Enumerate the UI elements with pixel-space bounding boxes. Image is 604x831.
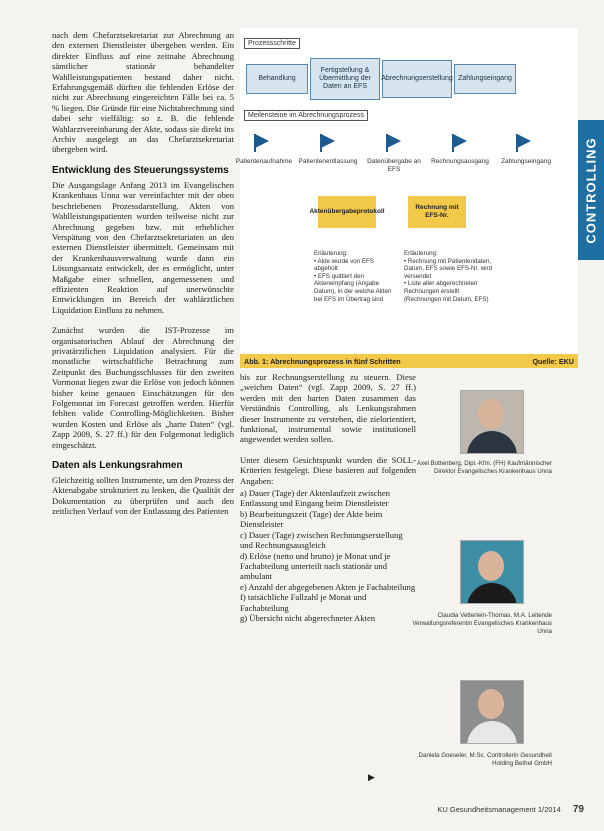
list-item: c) Dauer (Tage) zwischen Rechnungserstellung und Rechnungsausgleich — [240, 529, 403, 551]
milestone-flag-icon — [453, 134, 467, 148]
page-number: 79 — [572, 804, 584, 815]
process-steps-label: Prozessschritte — [244, 38, 300, 49]
milestone-flag-icon — [387, 134, 401, 148]
list-item: d) Erlöse (netto und brutto) je Monat und je Fachabteilung unterteilt nach stationär und ambulant — [240, 550, 391, 582]
photo-caption: Daniela Goeseler, M.Sc. Controllerin Gesundheit Holding Bethel GmbH — [418, 752, 552, 767]
author-photo — [460, 390, 524, 454]
intro-paragraph: nach dem Chefarztsekretariat zur Abrechnung an den externen Dienstleister übergeben werden. Ein direkter Einfluss auf eine zeitnahe Abrechnung sämtlicher stationär behandelter Wahlleistungspatienten bestand daher nicht. Erfahrungsgemäß dürften die fehlenden Erlöse der nicht zur Abrechnung eingereichten Fälle bei ca. 5 % liegen. Die Gründe für eine Nichtabrechnung sind dabei sehr vielfältig: so z. B. die fehlende Wahlarztvereinbarung der Akte, sodass sie direkt ins Archiv ausgelegt an das Chefarztsekretariat übergeben wird. — [52, 30, 234, 155]
continue-arrow-icon: ▶ — [368, 772, 375, 782]
author-photo — [460, 680, 524, 744]
section-tab-label: CONTROLLING — [583, 136, 599, 244]
document-rechnung: Rechnung mit EFS-Nr. — [408, 196, 466, 228]
column-left — [52, 30, 234, 527]
caption-source: Quelle: EKU — [532, 356, 574, 366]
author-photo — [460, 540, 524, 604]
milestone-label: Zahlungseingang — [501, 158, 551, 165]
footer-journal: KU Gesundheitsmanagement 1/2014 — [437, 805, 561, 814]
milestone-flag-icon — [321, 134, 335, 148]
list-item: e) Anzahl der abgegebenen Akten je Fachabteilung — [240, 581, 416, 592]
step-behandlung: Behandlung — [246, 64, 308, 94]
explanation-title: Erläuterung: — [404, 250, 438, 257]
milestone-flag-icon — [517, 134, 531, 148]
page-footer — [437, 804, 584, 815]
explanation-item: • EFS quittiert den Aktenempfang (Angabe Datum), in der welche Akten bei EFS im Übertrag sind — [314, 272, 392, 303]
list-item: b) Bearbeitungszeit (Tage) der Akte beim Dienstleister — [240, 508, 383, 530]
photo-caption: Claudia Vetterlein-Thomas, M.A. Leitende Verwaltungsreferentin Evangelisches Krankenhaus Unna — [412, 612, 552, 635]
list-item: a) Dauer (Tage) der Aktenlaufzeit zwischen Entlassung und Eingang beim Dienstleister — [240, 488, 390, 509]
photo-caption: Axel Bottenberg, Dipl.-Kfm. (FH) Kaufmännischer Direktor Evangelisches Krankenhaus Unna — [416, 460, 552, 475]
paragraph: Zunächst wurden die IST-Prozesse im organisatorischen Ablauf der Abrechnung der privatärztlichen Liquidation analysiert. Für die monatliche wirtschaftliche Betrachtung zum Zeitpunkt des Buchungsschlusses für den zweiten Vormonat liegen zwar die Erlöse von jedoch können bisher keine genauen Einschätzungen für den Folgemonat im Forecast getroffen werden. Hierfür fehlten valide Controlling-Möglichkeiten. Bisher wurden Kosten und Erlöse als „harte Daten“ (vgl. Zapp 2009, S. 27 ff.) für den Folgemonat lediglich eingeschätzt. — [52, 325, 234, 450]
heading-lenkungsrahmen: Daten als Lenkungsrahmen — [52, 460, 183, 472]
milestone-label: Patientenentlassung — [298, 158, 358, 165]
document-aktenuebergabeprotokoll: Aktenübergabeprotokoll — [318, 196, 376, 228]
paragraph: Gleichzeitig sollten Instrumente, um den Prozess der Aktenabgabe strukturiert zu lenken, die Qualität der Dokumentation zu überprüfen und auch den zeitlichen Verlauf von der Entlassung des Patienten — [52, 475, 234, 517]
process-figure — [235, 28, 578, 368]
column-middle — [240, 372, 416, 623]
milestone-label: Rechnungsausgang — [431, 158, 489, 165]
step-zahlungseingang: Zahlungseingang — [454, 64, 516, 94]
caption-text: Abb. 1: Abrechnungsprozess in fünf Schritten — [244, 356, 401, 366]
explanation-item: • Liste aller abgerechneten Rechnungen erstellt (Rechnungen mit Datum, EFS) — [404, 280, 489, 303]
paragraph: bis zur Rechnungserstellung zu steuern. Diese „weichen Daten“ (vgl. Zapp 2009, S. 27 ff.) werden mit den harten Daten zusammen das Verständnis Controlling, als Lenkungsrahmen dieser Instrumente zu verstehen, die zielorientiert, funktional, instrumental sowie institutionell angewendet werden sollen. — [240, 372, 416, 445]
explanation-item: • Akte wurde von EFS abgeholt — [314, 257, 374, 273]
step-fertigstellung: Fertigstellung & Übermittlung der Daten an EFS — [310, 58, 380, 100]
milestone-flag-icon — [255, 134, 269, 148]
figure-caption — [240, 354, 578, 368]
paragraph: Die Ausgangslage Anfang 2013 im Evangelischen Krankenhaus Unna war vereinfachter mit der oben beschriebenen Prozessdarstellung. Akten von Wahlleistungspatienten wurden teilweise nicht zur Abrechnung gegeben bzw. mit erheblicher Verspätung von den Chefarztsekretariaten an den externen Dienstleister übermittelt. Gemeinsam mit der Krankenhausverwaltung wurde dann ein Lösungsansatz entwickelt, der es ermöglicht, unter Maßgabe einer schnellen, angemessenen und effizienten Reaktion auf unerwünschte Entwicklungen im Bereich der wahlärztlichen Liquidation Einfluss zu nehmen. — [52, 179, 234, 315]
milestone-label: Patientenaufnahme — [235, 158, 293, 165]
heading-steuerungssystem: Entwicklung des Steuerungssystems — [52, 164, 229, 176]
step-abrechnungserstellung: Abrechnungserstellung — [382, 60, 452, 98]
explanation-1 — [314, 250, 398, 303]
list-item: f) tatsächliche Fallzahl je Monat und Fachabteilung — [240, 592, 367, 613]
list-item: g) Übersicht nicht abgerechneter Akten — [240, 612, 376, 623]
criteria-list — [240, 488, 416, 623]
explanation-title: Erläuterung: — [314, 250, 348, 257]
milestones-label: Meilensteine im Abrechnungsprozess — [244, 110, 368, 121]
paragraph: Unter diesem Gesichtspunkt wurden die SOLL-Kriterien festgelegt. Diese basieren auf folgenden Angaben: — [240, 454, 416, 486]
explanation-item: • Rechnung mit Patientendaten, Datum, EFS sowie EFS-Nr. wird versendet — [404, 257, 493, 280]
milestone-label: Datenübergabe an EFS — [367, 158, 421, 173]
explanation-2 — [404, 250, 494, 303]
section-tab — [578, 120, 604, 260]
